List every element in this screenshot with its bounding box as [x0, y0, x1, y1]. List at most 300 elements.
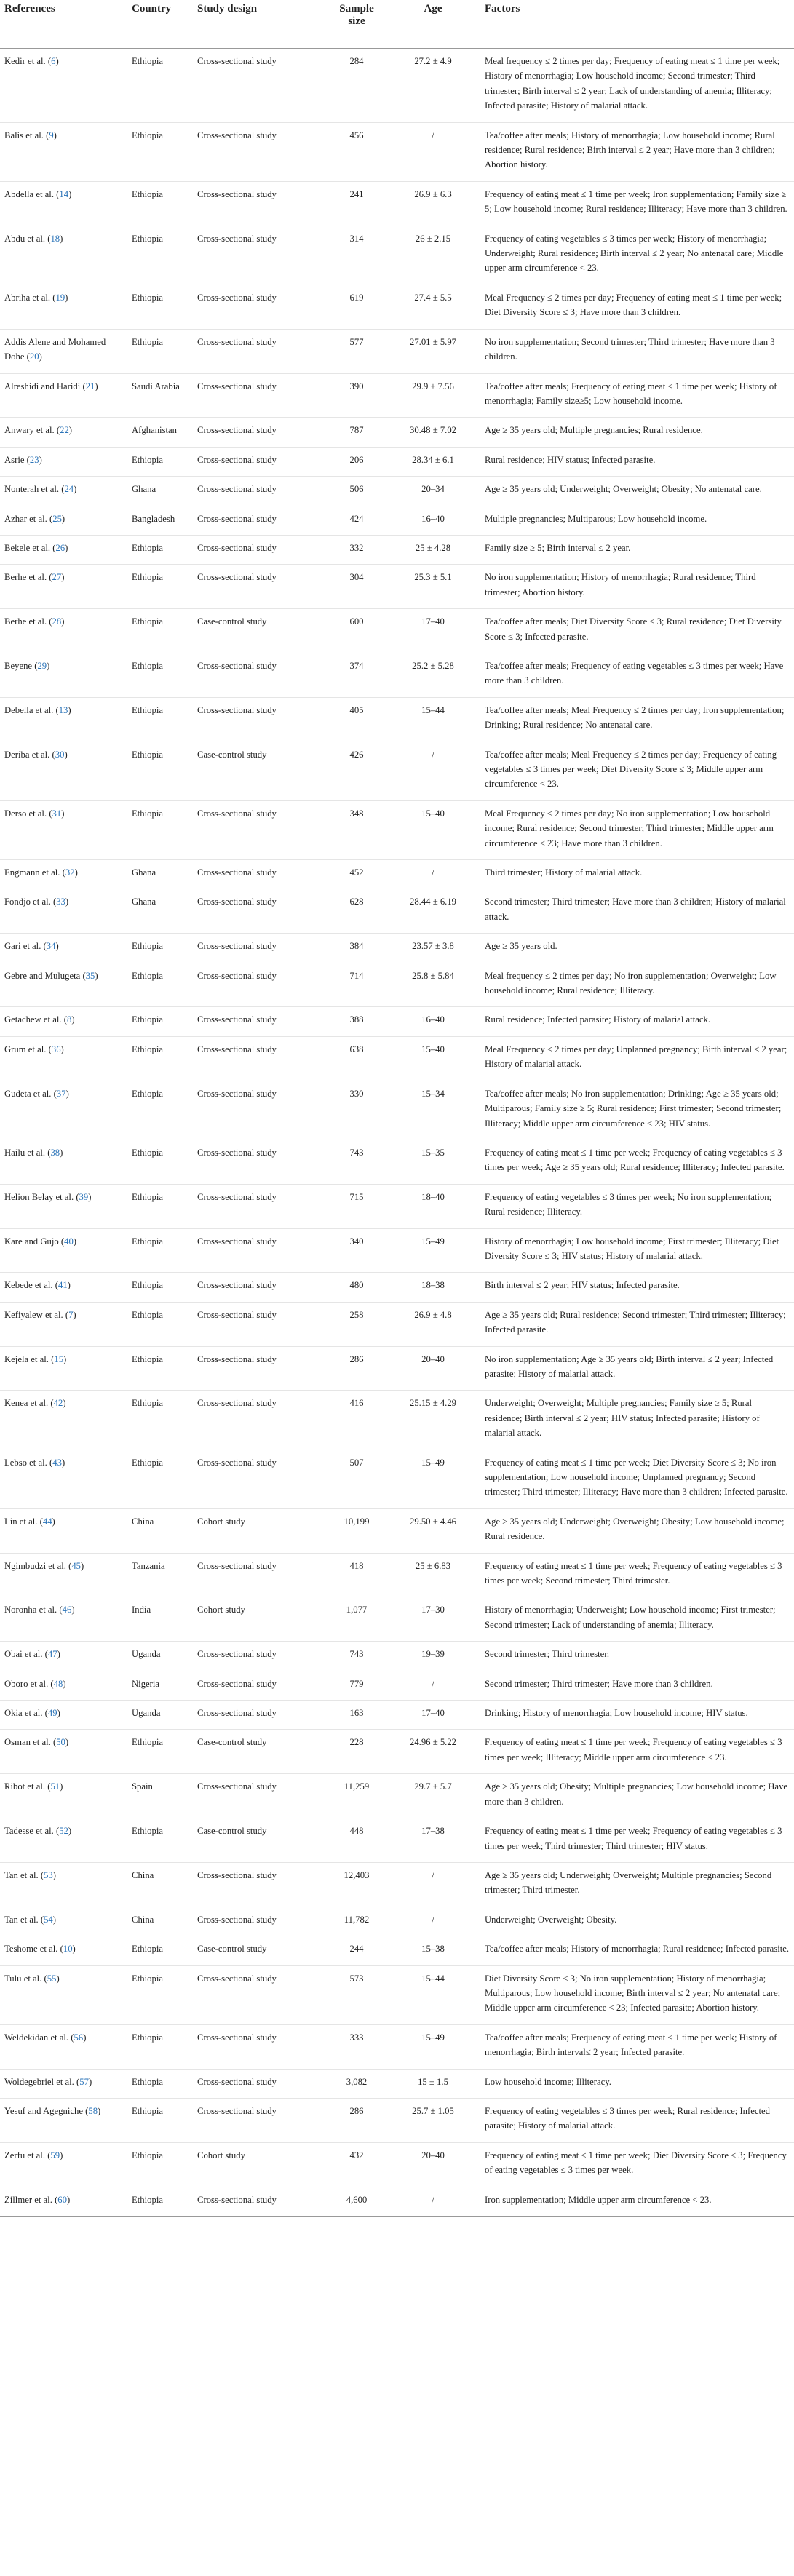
cell-country: Ethiopia: [127, 329, 193, 373]
citation-link[interactable]: 36: [51, 1043, 61, 1054]
cell-study-design: Cross-sectional study: [193, 447, 327, 476]
cell-factors: Frequency of eating meat ≤ 1 time per week; Iron supplementation; Family size ≥ 5; Low household income; Rural residence; Illiteracy; Have more than 3 children.: [480, 181, 794, 226]
cell-country: Nigeria: [127, 1671, 193, 1700]
cell-age: 15–49: [386, 1450, 480, 1508]
cell-reference: Kare and Gujo (40): [0, 1228, 127, 1273]
cell-reference: Abdella et al. (14): [0, 181, 127, 226]
cell-factors: Underweight; Overweight; Multiple pregnancies; Family size ≥ 5; Rural residence; Birth interval ≤ 2 year; HIV status; Infected parasite; History of malarial attack.: [480, 1391, 794, 1450]
cell-country: Bangladesh: [127, 506, 193, 535]
cell-age: 26.9 ± 6.3: [386, 181, 480, 226]
cell-factors: Frequency of eating meat ≤ 1 time per week; Diet Diversity Score ≤ 3; Frequency of eating vegetables ≤ 3 times per week.: [480, 2142, 794, 2187]
cell-sample-size: 426: [327, 742, 386, 800]
citation-link[interactable]: 27: [52, 572, 62, 583]
cell-study-design: Case-control study: [193, 1818, 327, 1863]
citation-link[interactable]: 59: [50, 2150, 60, 2160]
cell-age: 15–38: [386, 1936, 480, 1965]
table-row: [0, 2098, 794, 2142]
reference-author: Berhe et al.: [4, 616, 47, 627]
header-study-design: Study design: [193, 0, 327, 49]
table-row: [0, 373, 794, 418]
reference-author: Lebso et al.: [4, 1457, 47, 1468]
citation-link[interactable]: 56: [74, 2032, 84, 2043]
citation-link[interactable]: 10: [63, 1944, 73, 1955]
cell-reference: Tadesse et al. (52): [0, 1818, 127, 1863]
cell-sample-size: 715: [327, 1184, 386, 1228]
cell-reference: Teshome et al. (10): [0, 1936, 127, 1965]
table-row: [0, 1346, 794, 1391]
cell-reference: Fondjo et al. (33): [0, 889, 127, 934]
citation-link[interactable]: 43: [52, 1457, 62, 1468]
cell-country: China: [127, 1508, 193, 1553]
cell-age: 25.15 ± 4.29: [386, 1391, 480, 1450]
cell-age: /: [386, 1862, 480, 1907]
cell-reference: Abriha et al. (19): [0, 285, 127, 329]
cell-factors: Frequency of eating meat ≤ 1 time per week; Frequency of eating vegetables ≤ 3 times per week; Illiteracy; Middle upper arm circumference < 23.: [480, 1730, 794, 1774]
reference-author: Ngimbudzi et al.: [4, 1560, 66, 1571]
cell-study-design: Cross-sectional study: [193, 697, 327, 742]
cell-study-design: Cross-sectional study: [193, 1774, 327, 1818]
cell-country: Ethiopia: [127, 1007, 193, 1036]
reference-author: Okia et al.: [4, 1708, 43, 1719]
table-row: [0, 1862, 794, 1907]
cell-country: Saudi Arabia: [127, 373, 193, 418]
cell-age: 25.2 ± 5.28: [386, 653, 480, 697]
cell-sample-size: 779: [327, 1671, 386, 1700]
cell-factors: Diet Diversity Score ≤ 3; No iron supplementation; History of menorrhagia; Multiparous; Low household income; Birth interval ≤ 2 year; No antenatal care; Middle upper arm circumference < 23; Infected parasite; Abortion history.: [480, 1965, 794, 2024]
reference-author: Woldegebriel et al.: [4, 2076, 74, 2087]
table-row: [0, 1907, 794, 1936]
cell-age: 24.96 ± 5.22: [386, 1730, 480, 1774]
cell-study-design: Cross-sectional study: [193, 1391, 327, 1450]
cell-country: Ethiopia: [127, 1081, 193, 1140]
cell-reference: Gebre and Mulugeta (35): [0, 963, 127, 1007]
reference-author: Berhe et al.: [4, 572, 47, 583]
table-row: [0, 535, 794, 564]
citation-link[interactable]: 30: [55, 749, 65, 760]
cell-factors: No iron supplementation; History of menorrhagia; Rural residence; Third trimester; Abortion history.: [480, 565, 794, 609]
cell-country: Ethiopia: [127, 609, 193, 653]
cell-sample-size: 506: [327, 477, 386, 506]
cell-country: Ethiopia: [127, 1273, 193, 1302]
reference-author: Abdu et al.: [4, 233, 46, 244]
cell-factors: Meal frequency ≤ 2 times per day; Frequency of eating meat ≤ 1 time per week; History of menorrhagia; Low household income; Second trimester; Third trimester; Birth interval ≤ 2 year; Lack of understanding of anemia; Illiteracy; Infected parasite; History of malarial attack.: [480, 49, 794, 123]
cell-reference: Tan et al. (54): [0, 1907, 127, 1936]
cell-country: Ethiopia: [127, 49, 193, 123]
cell-country: Ethiopia: [127, 122, 193, 181]
reference-author: Debella et al.: [4, 704, 54, 715]
cell-age: 27.01 ± 5.97: [386, 329, 480, 373]
citation-link[interactable]: 31: [52, 808, 62, 819]
cell-country: India: [127, 1597, 193, 1642]
cell-sample-size: 638: [327, 1036, 386, 1081]
cell-study-design: Cross-sectional study: [193, 1184, 327, 1228]
citation-link[interactable]: 8: [66, 1014, 72, 1025]
cell-sample-size: 284: [327, 49, 386, 123]
cell-reference: Debella et al. (13): [0, 697, 127, 742]
citation-link[interactable]: 52: [59, 1826, 68, 1837]
citation-link[interactable]: 29: [37, 660, 47, 671]
cell-age: 18–40: [386, 1184, 480, 1228]
cell-country: Ethiopia: [127, 1391, 193, 1450]
reference-author: Hailu et al.: [4, 1147, 46, 1158]
cell-country: Ethiopia: [127, 1450, 193, 1508]
cell-factors: Second trimester; Third trimester.: [480, 1642, 794, 1671]
cell-reference: Kebede et al. (41): [0, 1273, 127, 1302]
citation-link[interactable]: 15: [54, 1353, 64, 1364]
cell-sample-size: 600: [327, 609, 386, 653]
cell-factors: Tea/coffee after meals; Frequency of eating meat ≤ 1 time per week; History of menorrhagia; Birth interval≤ 2 year; Infected parasite.: [480, 2024, 794, 2069]
cell-sample-size: 12,403: [327, 1862, 386, 1907]
cell-sample-size: 1,077: [327, 1597, 386, 1642]
cell-age: 17–38: [386, 1818, 480, 1863]
cell-sample-size: 3,082: [327, 2069, 386, 2098]
citation-link[interactable]: 13: [58, 704, 68, 715]
table-body: [0, 49, 794, 2217]
citation-link[interactable]: 51: [50, 1781, 60, 1792]
cell-factors: Rural residence; Infected parasite; History of malarial attack.: [480, 1007, 794, 1036]
cell-age: /: [386, 1907, 480, 1936]
cell-reference: Balis et al. (9): [0, 122, 127, 181]
reference-author: Ribot et al.: [4, 1781, 46, 1792]
cell-sample-size: 743: [327, 1642, 386, 1671]
cell-factors: Meal Frequency ≤ 2 times per day; Frequency of eating meat ≤ 1 time per week; Diet Diversity Score ≤ 3; Have more than 3 children.: [480, 285, 794, 329]
citation-link[interactable]: 58: [88, 2105, 98, 2116]
cell-country: Uganda: [127, 1642, 193, 1671]
cell-sample-size: 304: [327, 565, 386, 609]
cell-factors: Meal frequency ≤ 2 times per day; No iron supplementation; Overweight; Low household income; Rural residence; Illiteracy.: [480, 963, 794, 1007]
cell-study-design: Cross-sectional study: [193, 800, 327, 859]
reference-author: Tadesse et al.: [4, 1826, 54, 1837]
table-row: [0, 2069, 794, 2098]
cell-sample-size: 577: [327, 329, 386, 373]
cell-reference: Noronha et al. (46): [0, 1597, 127, 1642]
cell-study-design: Cross-sectional study: [193, 1228, 327, 1273]
cell-age: 28.34 ± 6.1: [386, 447, 480, 476]
reference-author: Kebede et al.: [4, 1280, 53, 1291]
reference-author: Kare and Gujo: [4, 1236, 59, 1247]
citation-link[interactable]: 38: [50, 1147, 60, 1158]
citation-link[interactable]: 18: [50, 233, 60, 244]
cell-reference: Weldekidan et al. (56): [0, 2024, 127, 2069]
table-row: [0, 1553, 794, 1597]
cell-factors: Tea/coffee after meals; Frequency of eating meat ≤ 1 time per week; History of menorrhagia; Family size≥5; Low household income.: [480, 373, 794, 418]
citation-link[interactable]: 24: [64, 484, 74, 495]
cell-sample-size: 348: [327, 800, 386, 859]
cell-age: /: [386, 1671, 480, 1700]
cell-country: Ethiopia: [127, 1140, 193, 1184]
reference-author: Kedir et al.: [4, 56, 46, 66]
table-row: [0, 285, 794, 329]
reference-author: Zillmer et al.: [4, 2194, 52, 2205]
table-row: [0, 697, 794, 742]
citation-link[interactable]: 37: [56, 1088, 66, 1099]
reference-author: Engmann et al.: [4, 867, 60, 878]
table-row: [0, 565, 794, 609]
cell-age: 29.50 ± 4.46: [386, 1508, 480, 1553]
cell-factors: Frequency of eating vegetables ≤ 3 times per week; Rural residence; Infected parasite; History of malarial attack.: [480, 2098, 794, 2142]
cell-sample-size: 4,600: [327, 2187, 386, 2216]
cell-country: Ethiopia: [127, 2098, 193, 2142]
table-row: [0, 49, 794, 123]
table-row: [0, 1730, 794, 1774]
cell-study-design: Cross-sectional study: [193, 653, 327, 697]
citation-link[interactable]: 45: [71, 1560, 82, 1571]
cell-age: 25 ± 6.83: [386, 1553, 480, 1597]
cell-factors: Meal Frequency ≤ 2 times per day; No iron supplementation; Low household income; Rural residence; Second trimester; Third trimester; Middle upper arm circumference < 23; Have more than 3 children.: [480, 800, 794, 859]
reference-author: Noronha et al.: [4, 1605, 57, 1615]
cell-country: Ethiopia: [127, 226, 193, 285]
citation-link[interactable]: 22: [60, 425, 69, 436]
reference-author: Balis et al.: [4, 130, 44, 140]
cell-country: Tanzania: [127, 1553, 193, 1597]
cell-reference: Asrie (23): [0, 447, 127, 476]
cell-factors: Third trimester; History of malarial attack.: [480, 860, 794, 889]
cell-study-design: Cross-sectional study: [193, 934, 327, 963]
reference-author: Deriba et al.: [4, 749, 50, 760]
citation-link[interactable]: 60: [57, 2194, 67, 2205]
cell-study-design: Cross-sectional study: [193, 506, 327, 535]
cell-country: Ethiopia: [127, 1302, 193, 1346]
table-row: [0, 2187, 794, 2216]
table-row: [0, 181, 794, 226]
cell-country: Ethiopia: [127, 1730, 193, 1774]
cell-reference: Abdu et al. (18): [0, 226, 127, 285]
table-row: [0, 1701, 794, 1730]
cell-study-design: Case-control study: [193, 742, 327, 800]
reference-author: Abriha et al.: [4, 292, 51, 303]
citation-link[interactable]: 47: [47, 1649, 57, 1660]
cell-reference: Kefiyalew et al. (7): [0, 1302, 127, 1346]
cell-study-design: Cross-sectional study: [193, 1273, 327, 1302]
citation-link[interactable]: 50: [56, 1737, 65, 1748]
citation-link[interactable]: 34: [46, 941, 56, 952]
citation-link[interactable]: 19: [55, 292, 65, 303]
citation-link[interactable]: 35: [85, 970, 95, 981]
cell-factors: Low household income; Illiteracy.: [480, 2069, 794, 2098]
cell-age: 27.4 ± 5.5: [386, 285, 480, 329]
cell-study-design: Cross-sectional study: [193, 226, 327, 285]
cell-factors: No iron supplementation; Second trimester; Third trimester; Have more than 3 children.: [480, 329, 794, 373]
citation-link[interactable]: 49: [47, 1708, 57, 1719]
cell-age: 27.2 ± 4.9: [386, 49, 480, 123]
table-row: [0, 1508, 794, 1553]
citation-link[interactable]: 21: [85, 381, 95, 391]
cell-reference: Tan et al. (53): [0, 1862, 127, 1907]
cell-age: 29.9 ± 7.56: [386, 373, 480, 418]
cell-study-design: Cross-sectional study: [193, 1007, 327, 1036]
table-row: [0, 934, 794, 963]
citation-link[interactable]: 20: [29, 351, 39, 362]
cell-study-design: Cross-sectional study: [193, 1346, 327, 1391]
cell-country: Ethiopia: [127, 963, 193, 1007]
reference-author: Anwary et al.: [4, 425, 55, 436]
cell-sample-size: 743: [327, 1140, 386, 1184]
table-row: [0, 1774, 794, 1818]
citation-link[interactable]: 7: [68, 1309, 74, 1320]
citation-link[interactable]: 28: [52, 616, 62, 627]
table-row: [0, 1081, 794, 1140]
cell-sample-size: 452: [327, 860, 386, 889]
cell-reference: Deriba et al. (30): [0, 742, 127, 800]
table-row: [0, 1936, 794, 1965]
cell-age: 17–40: [386, 609, 480, 653]
header-sample-size: Sample size: [327, 0, 386, 49]
cell-sample-size: 206: [327, 447, 386, 476]
citation-link[interactable]: 44: [42, 1516, 52, 1527]
cell-country: Ethiopia: [127, 285, 193, 329]
cell-country: Ethiopia: [127, 447, 193, 476]
table-row: [0, 418, 794, 447]
cell-country: Ethiopia: [127, 1036, 193, 1081]
citation-link[interactable]: 6: [51, 56, 56, 66]
reference-author: Tulu et al.: [4, 1973, 42, 1984]
cell-factors: Frequency of eating meat ≤ 1 time per week; Frequency of eating vegetables ≤ 3 times per week; Age ≥ 35 years old; Rural residence; Illiteracy; Infected parasite.: [480, 1140, 794, 1184]
cell-age: 17–40: [386, 1701, 480, 1730]
cell-study-design: Cross-sectional study: [193, 1081, 327, 1140]
table-row: [0, 506, 794, 535]
cell-study-design: Cross-sectional study: [193, 1965, 327, 2024]
citation-link[interactable]: 40: [64, 1236, 74, 1247]
cell-age: 15–44: [386, 1965, 480, 2024]
cell-study-design: Cross-sectional study: [193, 2069, 327, 2098]
reference-author: Zerfu et al.: [4, 2150, 46, 2160]
cell-reference: Getachew et al. (8): [0, 1007, 127, 1036]
citation-link[interactable]: 39: [79, 1191, 89, 1202]
citation-link[interactable]: 33: [56, 897, 65, 907]
citation-link[interactable]: 53: [44, 1869, 53, 1880]
cell-age: 20–40: [386, 1346, 480, 1391]
cell-factors: Iron supplementation; Middle upper arm circumference < 23.: [480, 2187, 794, 2216]
cell-country: Ethiopia: [127, 1965, 193, 2024]
cell-age: 15 ± 1.5: [386, 2069, 480, 2098]
reference-author: Gudeta et al.: [4, 1088, 52, 1099]
cell-country: Ethiopia: [127, 565, 193, 609]
cell-age: 15–40: [386, 1036, 480, 1081]
cell-factors: Age ≥ 35 years old; Obesity; Multiple pregnancies; Low household income; Have more than 3 children.: [480, 1774, 794, 1818]
cell-factors: Frequency of eating meat ≤ 1 time per week; Frequency of eating vegetables ≤ 3 times per week; Third trimester; Third trimester; HIV status.: [480, 1818, 794, 1863]
cell-age: 20–40: [386, 2142, 480, 2187]
citation-link[interactable]: 23: [29, 454, 39, 465]
cell-factors: Second trimester; Third trimester; Have more than 3 children.: [480, 1671, 794, 1700]
cell-age: 26.9 ± 4.8: [386, 1302, 480, 1346]
citation-link[interactable]: 41: [57, 1280, 68, 1291]
cell-sample-size: 390: [327, 373, 386, 418]
cell-study-design: Case-control study: [193, 1936, 327, 1965]
citation-link[interactable]: 46: [62, 1605, 72, 1615]
table-row: [0, 1671, 794, 1700]
cell-reference: Alreshidi and Haridi (21): [0, 373, 127, 418]
cell-factors: Age ≥ 35 years old; Underweight; Overweight; Obesity; No antenatal care.: [480, 477, 794, 506]
cell-sample-size: 448: [327, 1818, 386, 1863]
reference-author: Yesuf and Agegniche: [4, 2105, 83, 2116]
cell-reference: Berhe et al. (27): [0, 565, 127, 609]
reference-author: Grum et al.: [4, 1043, 47, 1054]
cell-sample-size: 333: [327, 2024, 386, 2069]
cell-study-design: Cross-sectional study: [193, 535, 327, 564]
cell-age: 15–35: [386, 1140, 480, 1184]
reference-author: Fondjo et al.: [4, 897, 51, 907]
citation-link[interactable]: 14: [59, 188, 69, 199]
cell-reference: Osman et al. (50): [0, 1730, 127, 1774]
cell-study-design: Cohort study: [193, 1597, 327, 1642]
citation-link[interactable]: 32: [65, 867, 75, 878]
cell-study-design: Cross-sectional study: [193, 418, 327, 447]
cell-country: Ethiopia: [127, 934, 193, 963]
table-row: [0, 1007, 794, 1036]
reference-author: Beyene: [4, 660, 33, 671]
cell-country: Ethiopia: [127, 2069, 193, 2098]
cell-reference: Gudeta et al. (37): [0, 1081, 127, 1140]
citation-link[interactable]: 57: [79, 2076, 89, 2087]
cell-age: 16–40: [386, 506, 480, 535]
cell-study-design: Cohort study: [193, 2142, 327, 2187]
cell-country: Ghana: [127, 889, 193, 934]
citation-link[interactable]: 9: [49, 130, 54, 140]
cell-reference: Grum et al. (36): [0, 1036, 127, 1081]
cell-country: Ghana: [127, 477, 193, 506]
cell-reference: Tulu et al. (55): [0, 1965, 127, 2024]
citation-link[interactable]: 42: [53, 1398, 63, 1409]
cell-country: Ethiopia: [127, 535, 193, 564]
citation-link[interactable]: 48: [53, 1678, 63, 1689]
cell-factors: No iron supplementation; Age ≥ 35 years old; Birth interval ≤ 2 year; Infected parasite; History of malarial attack.: [480, 1346, 794, 1391]
cell-study-design: Cross-sectional study: [193, 477, 327, 506]
table-row: [0, 1228, 794, 1273]
header-age: Age: [386, 0, 480, 49]
cell-study-design: Cross-sectional study: [193, 49, 327, 123]
cell-age: 23.57 ± 3.8: [386, 934, 480, 963]
citation-link[interactable]: 54: [44, 1914, 53, 1925]
cell-reference: Zillmer et al. (60): [0, 2187, 127, 2216]
cell-country: Ghana: [127, 860, 193, 889]
citation-link[interactable]: 55: [47, 1973, 57, 1984]
cell-study-design: Cross-sectional study: [193, 329, 327, 373]
cell-country: Ethiopia: [127, 800, 193, 859]
reference-author: Kejela et al.: [4, 1353, 49, 1364]
table-row: [0, 226, 794, 285]
cell-study-design: Cross-sectional study: [193, 181, 327, 226]
citation-link[interactable]: 26: [55, 542, 65, 553]
cell-sample-size: 388: [327, 1007, 386, 1036]
cell-factors: Birth interval ≤ 2 year; HIV status; Infected parasite.: [480, 1273, 794, 1302]
cell-country: Afghanistan: [127, 418, 193, 447]
reference-author: Gari et al.: [4, 941, 41, 952]
cell-age: 17–30: [386, 1597, 480, 1642]
table-row: [0, 1036, 794, 1081]
cell-factors: Meal Frequency ≤ 2 times per day; Unplanned pregnancy; Birth interval ≤ 2 year; History of malarial attack.: [480, 1036, 794, 1081]
cell-study-design: Cross-sectional study: [193, 860, 327, 889]
cell-sample-size: 619: [327, 285, 386, 329]
cell-reference: Bekele et al. (26): [0, 535, 127, 564]
reference-author: Kenea et al.: [4, 1398, 49, 1409]
cell-sample-size: 286: [327, 2098, 386, 2142]
table-row: [0, 1273, 794, 1302]
cell-sample-size: 10,199: [327, 1508, 386, 1553]
cell-country: Ethiopia: [127, 653, 193, 697]
cell-sample-size: 456: [327, 122, 386, 181]
citation-link[interactable]: 25: [52, 513, 62, 524]
cell-country: Ethiopia: [127, 181, 193, 226]
cell-factors: Frequency of eating vegetables ≤ 3 times per week; History of menorrhagia; Underweight; Rural residence; Birth interval ≤ 2 year; No antenatal care; Middle upper arm circumference < 23.: [480, 226, 794, 285]
cell-factors: History of menorrhagia; Underweight; Low household income; First trimester; Second trimester; Lack of understanding of anemia; Illiteracy.: [480, 1597, 794, 1642]
cell-sample-size: 480: [327, 1273, 386, 1302]
cell-sample-size: 286: [327, 1346, 386, 1391]
table-row: [0, 1391, 794, 1450]
cell-country: China: [127, 1862, 193, 1907]
cell-study-design: Cross-sectional study: [193, 122, 327, 181]
reference-author: Asrie: [4, 454, 25, 465]
cell-reference: Okia et al. (49): [0, 1701, 127, 1730]
